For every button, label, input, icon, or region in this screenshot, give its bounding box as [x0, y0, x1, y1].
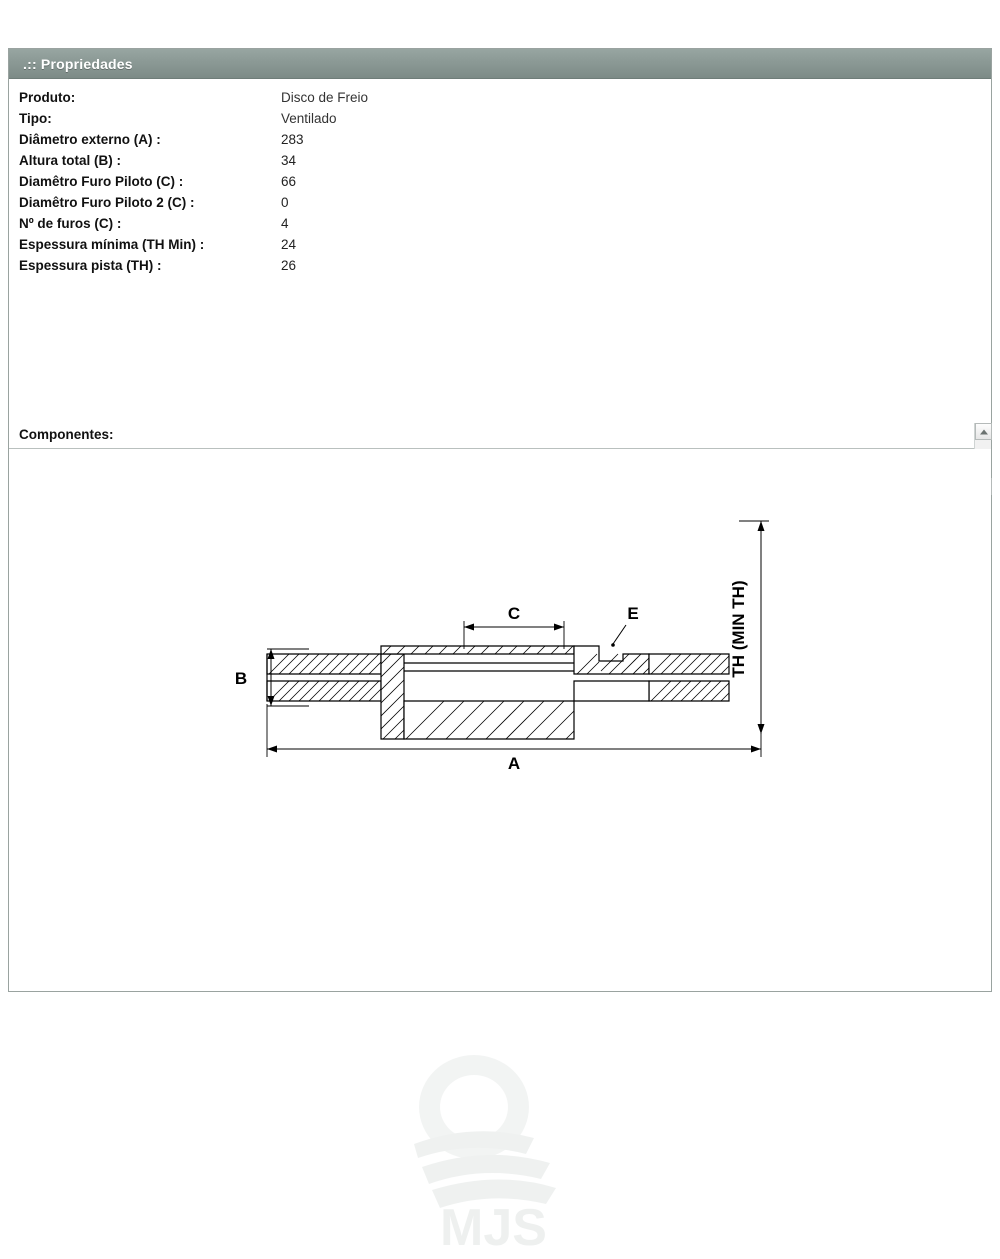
property-value: 4: [281, 216, 289, 231]
components-label: Componentes:: [19, 427, 114, 442]
property-label: Espessura pista (TH) :: [19, 257, 162, 274]
watermark-logo: [404, 1049, 634, 1259]
technical-drawing-area: [9, 449, 991, 1257]
property-row: [9, 255, 991, 276]
property-row: [9, 192, 991, 213]
property-label: Espessura mínima (TH Min) :: [19, 236, 205, 253]
property-row: [9, 171, 991, 192]
dimension-label-a: A: [507, 754, 521, 773]
property-row: [9, 87, 991, 108]
scroll-up-button[interactable]: [975, 423, 992, 440]
page-title: .:: Propriedades: [23, 55, 133, 72]
property-value: Ventilado: [281, 111, 337, 126]
property-row: [9, 234, 991, 255]
dimension-label-e: E: [627, 604, 639, 623]
property-value: 24: [281, 237, 297, 252]
svg-text:MJS: MJS: [440, 1199, 547, 1257]
property-label: Tipo:: [19, 110, 52, 127]
property-label: Diâmetro externo (A) :: [19, 131, 161, 148]
property-label: Produto:: [19, 89, 76, 106]
chevron-up-icon: [980, 429, 988, 434]
property-value: 283: [281, 132, 304, 147]
brake-disc-cross-section: [9, 449, 993, 991]
property-value: 34: [281, 153, 297, 168]
property-row: [9, 108, 991, 129]
properties-window: [8, 48, 992, 1257]
property-label: Altura total (B) :: [19, 152, 121, 169]
property-label: Diamêtro Furo Piloto 2 (C) :: [19, 194, 195, 211]
property-row: [9, 213, 991, 234]
property-value: Disco de Freio: [281, 90, 369, 105]
dimension-label-th: TH (MIN TH): [729, 580, 748, 678]
property-value: 26: [281, 258, 297, 273]
dimension-label-b: B: [234, 669, 248, 688]
property-label: Diamêtro Furo Piloto (C) :: [19, 173, 184, 190]
property-value: 0: [281, 195, 289, 210]
property-row: [9, 150, 991, 171]
dimension-label-c: C: [507, 604, 521, 623]
properties-panel: [9, 79, 991, 449]
property-value: 66: [281, 174, 297, 189]
window-titlebar: [9, 49, 991, 79]
property-row: [9, 129, 991, 150]
property-label: Nº de furos (C) :: [19, 215, 122, 232]
